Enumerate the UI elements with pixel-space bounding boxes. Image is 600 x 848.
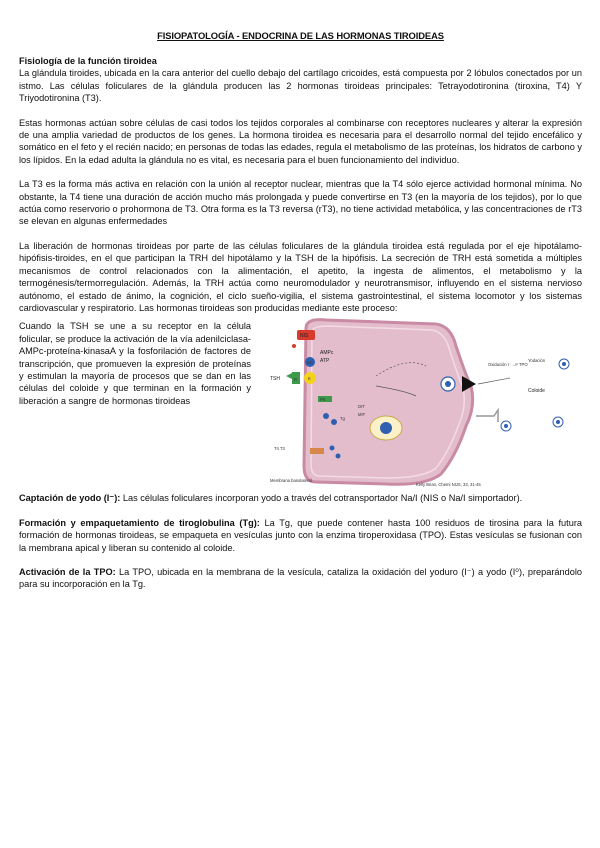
mit-label: MIT bbox=[358, 412, 366, 418]
paragraph-tsh: Cuando la TSH se une a su receptor en la célula folicular, se produce la activación de la vía adenilciclasa-AMPc-proteína-kinasaA y la fosforilación de factores de transcripción, que promueven la expresión de proteínas y estimulan la mayoría de procesos que se dan en las células del coloide y que terminan en la formación y liberación a sangre de hormonas tiroideas bbox=[19, 321, 251, 406]
formacion-text: La Tg, que puede contener hasta 100 residuos de tirosina para la futura formación de hormonas tiroideas, se empaqueta en vesículas junto con la enzima tiroperoxidasa (TPO). Estas vesículas se fusionan con la membrana apical y liberan su contenido al coloide. bbox=[19, 517, 583, 553]
yodacion-label: Yodación bbox=[528, 358, 546, 364]
tg-vesicle-icon bbox=[323, 413, 329, 419]
secretion-label: T4 T3 bbox=[274, 446, 285, 452]
tg-vesicle-icon bbox=[331, 419, 337, 425]
tsh-receptor-label: R bbox=[294, 377, 298, 383]
paragraph-hormonas: Estas hormonas actúan sobre células de casi todos los tejidos corporales al combinarse con receptores nucleares y alterar la expresión de una amplia variedad de productos de los genes. La hormona tiroidea es necesaria para el desarrollo normal del tejido encefálico y somático en el feto y el recién nacido; en personas de todas las edades, regula el metabolismo de las proteínas, los hidratos de carbono y los lípidos. En la edad adulta la glándula no es vital, es necesaria para el buen funcionamiento del individuo. bbox=[19, 117, 582, 165]
paragraph-formacion bbox=[19, 517, 582, 554]
nis-label: NIS bbox=[300, 333, 309, 340]
paragraph-t3: La T3 es la forma más activa en relación con la unión al receptor nuclear, mientras que la T4 sólo ejerce actividad hormonal mínima. No obstante, la T4 tiene una duración de acción mucho más prolongada y puede convertirse en T3 (en la mayoría de los tejidos), por lo que actúa como reservorio o prohormona de T3. Otra forma es la T3 reversa (rT3), no tiene actividad metabólica, y las concentraciones de rT3 se elevan en algunas enfermedades bbox=[19, 179, 582, 227]
paragraph-glandula: La glándula tiroides, ubicada en la cara anterior del cuello debajo del cartílago cricoides, está compuesta por 2 lóbulos conectados por un istmo. Las células foliculares de la glándula producen las 2 hormonas tiroideas principales: Tetrayodotironina (tiroxina, T4) Y Triyodotironina (T3). bbox=[19, 68, 582, 104]
tsh-section bbox=[19, 321, 582, 488]
atp-label: ATP bbox=[320, 358, 330, 365]
document-page bbox=[19, 30, 582, 603]
formacion-heading: Formación y empaquetamiento de tiroglobulina (Tg): bbox=[19, 517, 260, 528]
tsh-label: TSH bbox=[270, 376, 280, 383]
iodide-dot-icon bbox=[292, 344, 296, 348]
credit-label: Kelly Brian, Chemi NIJS, 33, 31-45 bbox=[416, 482, 481, 488]
paragraph-activacion bbox=[19, 566, 582, 591]
captacion-text: Las células foliculares incorporan yodo a través del cotransportador Na/I (NIS o Na/I simportador). bbox=[120, 493, 523, 504]
coloide-label: Coloide bbox=[528, 388, 545, 395]
tsh-arrow-icon bbox=[286, 373, 292, 379]
tg-label: Tg bbox=[340, 416, 345, 422]
secretion-box-icon bbox=[310, 448, 324, 454]
thyroid-cell-figure bbox=[266, 316, 582, 488]
paragraph-liberacion: La liberación de hormonas tiroideas por parte de las células foliculares de la glándula tiroidea está regulada por el eje hipotálamo-hipófisis-tiroides, en el que participan la TRH del hipotálamo y la TSH de la hipófisis. La secreción de TRH está sometida a múltiples mecanismos de control relacionados con la alimentación, el apetito, la ingesta de alimentos, el metabolismo y la termogénesis/termorregulación. Además, la TRH actúa como neuromodulador y neurotransmisor, influyendo en el sistema nervioso autónomo, el estado de ánimo, la cognición, el ciclo sueño-vigilia, el sistema gastrointestinal, el sistema locomotor y los sistemas cardiovascular y respiratorio. Las hormonas tiroideas son producidas mediante este proceso: bbox=[19, 240, 582, 313]
pk-label: PK bbox=[320, 397, 326, 403]
thyroid-cell-diagram bbox=[266, 316, 582, 488]
oxidation-label: Oxidación I⁻→I² TPO bbox=[488, 362, 528, 368]
section-heading: Fisiología de la función tiroidea bbox=[19, 56, 157, 66]
activacion-heading: Activación de la TPO: bbox=[19, 566, 116, 577]
membrana-label: Membrana basolateral bbox=[270, 478, 312, 484]
paragraph-captacion bbox=[19, 492, 582, 504]
captacion-heading: Captación de yodo (I⁻): bbox=[19, 493, 121, 504]
document-title: FISIOPATOLOGÍA - ENDOCRINA DE LAS HORMONAS TIROIDEAS bbox=[157, 30, 444, 41]
ampc-label: AMPc bbox=[320, 350, 334, 357]
section-fisiologia bbox=[19, 55, 582, 105]
k-label: K bbox=[308, 376, 311, 382]
dit-label: DIT bbox=[358, 404, 365, 410]
ac-label: AC bbox=[307, 360, 313, 366]
activacion-text: La TPO, ubicada en la membrana de la vesícula, cataliza la oxidación del yoduro (I⁻) a yodo (I⁰), preparándolo para su incorporación en la Tg. bbox=[19, 566, 582, 590]
